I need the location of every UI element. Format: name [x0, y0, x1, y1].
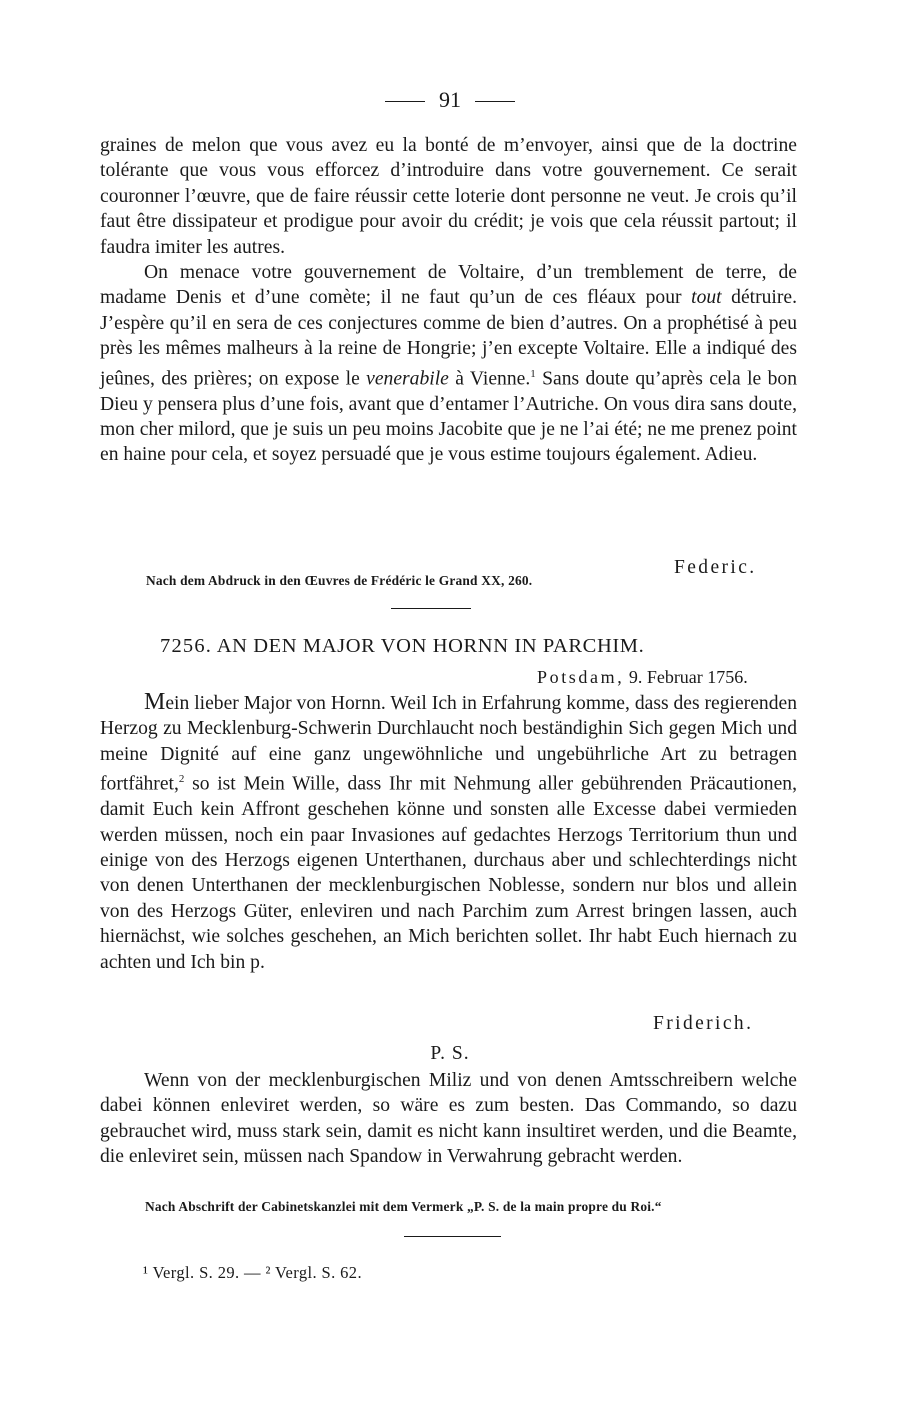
- letter-dateline: [537, 665, 748, 689]
- page-header: [0, 86, 900, 114]
- paragraph-2: On menace votre gouvernement de Voltaire, d’un tremblement de terre, de madame Denis et d’une comète; il ne faut qu’un de ces fléaux pour tout détruire. J’espère qu’il en sera de ces conjectures comme de bien d’autres. On a prophétisé à peu près les mêmes malheurs à la reine de Hongrie; j’en excepte Voltaire. Elle a indiqué des jeûnes, des prières; on expose le venerabile à Vienne.$^1$ Sans doute qu’après cela le bon Dieu y pensera plus d’une fois, avant que d’entamer l’Autriche. On vous dira sans doute, mon cher milord, que je suis un peu moins Jacobite que je ne l’ai été; ne me prenez point en haine pour cela, et soyez persuadé que je vous estime toujours également. Adieu.: [100, 262, 798, 466]
- header-dash-right: [475, 101, 515, 102]
- initial-letter: M: [144, 689, 166, 715]
- letter-place: Potsdam,: [537, 667, 625, 687]
- source-note-prev: Nach dem Abdruck in den Œuvres de Frédéric le Grand XX, 260.: [146, 573, 533, 588]
- letter-paragraph: Mein lieber Major von Hornn. Weil Ich in Erfahrung komme, dass des regierenden Herzog zu Mecklenburg-Schwerin Durchlaucht noch beständighin Sich gegen Mich und meine Dignité auf eine ganz ungewöhnliche und ungebührliche Art zu betragen fortfähret,$^2$ so ist Mein Wille, dass Ihr mit Nehmung aller gebührenden Präcautionen, damit Euch kein Affront geschehen könne und sonsten alle Excesse dabei vermieden werden müssen, noch ein paar Invasiones auf gedachtes Herzogs Territorium thun und einige von des Herzogs eigenen Unterthanen, durchaus aber und schlechterdings nicht von denen Unterthanen der mecklenburgischen Noblesse, sondern nur blos und allein von des Herzogs Güter, enleviren und nach Parchim zum Arrest bringen lassen, auch hiernächst, wie solches geschehen, an Mich berichten sollet. Ihr habt Euch hiernach zu achten und Ich bin p.: [100, 689, 797, 973]
- footnote-ref-1: 1: [530, 367, 536, 380]
- footnotes: ¹ Vergl. S. 29. — ² Vergl. S. 62.: [143, 1263, 362, 1282]
- letter-date: 9. Februar 1756.: [628, 667, 748, 687]
- italic-tout: tout: [691, 287, 722, 309]
- postscript-paragraph: Wenn von der mecklenburgischen Miliz und von denen Amtsschreibern welche dabei können enleviret werden, so wäre es zum besten. Das Commando, so dazu gebrauchet wird, muss stark sein, damit es nicht kann insultiret werden, und die Beamte, die enleviret sein, müssen nach Spandow in Verwahrung gebracht werden.: [100, 1070, 797, 1168]
- letter-heading: [160, 632, 644, 660]
- letter-body: [100, 690, 797, 975]
- letter-number: 7256.: [160, 635, 213, 657]
- page-number: 91: [439, 87, 461, 112]
- letter-title: AN DEN MAJOR VON HORNN IN PARCHIM.: [216, 635, 645, 657]
- footnote-ref-2: 2: [178, 773, 185, 786]
- previous-letter-text: [100, 133, 797, 468]
- section-divider: [391, 608, 471, 609]
- paragraph-1: graines de melon que vous avez eu la bonté de m’envoyer, ainsi que de la doctrine tolérante que vous vous efforcez d’introduire dans votre gouvernement. Ce serait couronner l’œuvre, que de faire réussir cette loterie dont personne ne veut. Je crois qu’il faut être dissipateur et prodigue pour avoir du crédit; je vois que cela réussit partout; il faudra imiter les autres.: [100, 135, 797, 258]
- signature-friderich: Friderich.: [653, 1013, 754, 1034]
- source-note-letter: Nach Abschrift der Cabinetskanzlei mit dem Vermerk „P. S. de la main propre du Roi.“: [145, 1199, 662, 1214]
- italic-venerabile: venerabile: [366, 368, 449, 390]
- postscript-body: [100, 1068, 797, 1170]
- signature-federic: Federic.: [674, 557, 757, 578]
- header-dash-left: [385, 101, 425, 102]
- postscript-heading: P. S.: [430, 1043, 470, 1064]
- footnote-divider: [404, 1236, 501, 1237]
